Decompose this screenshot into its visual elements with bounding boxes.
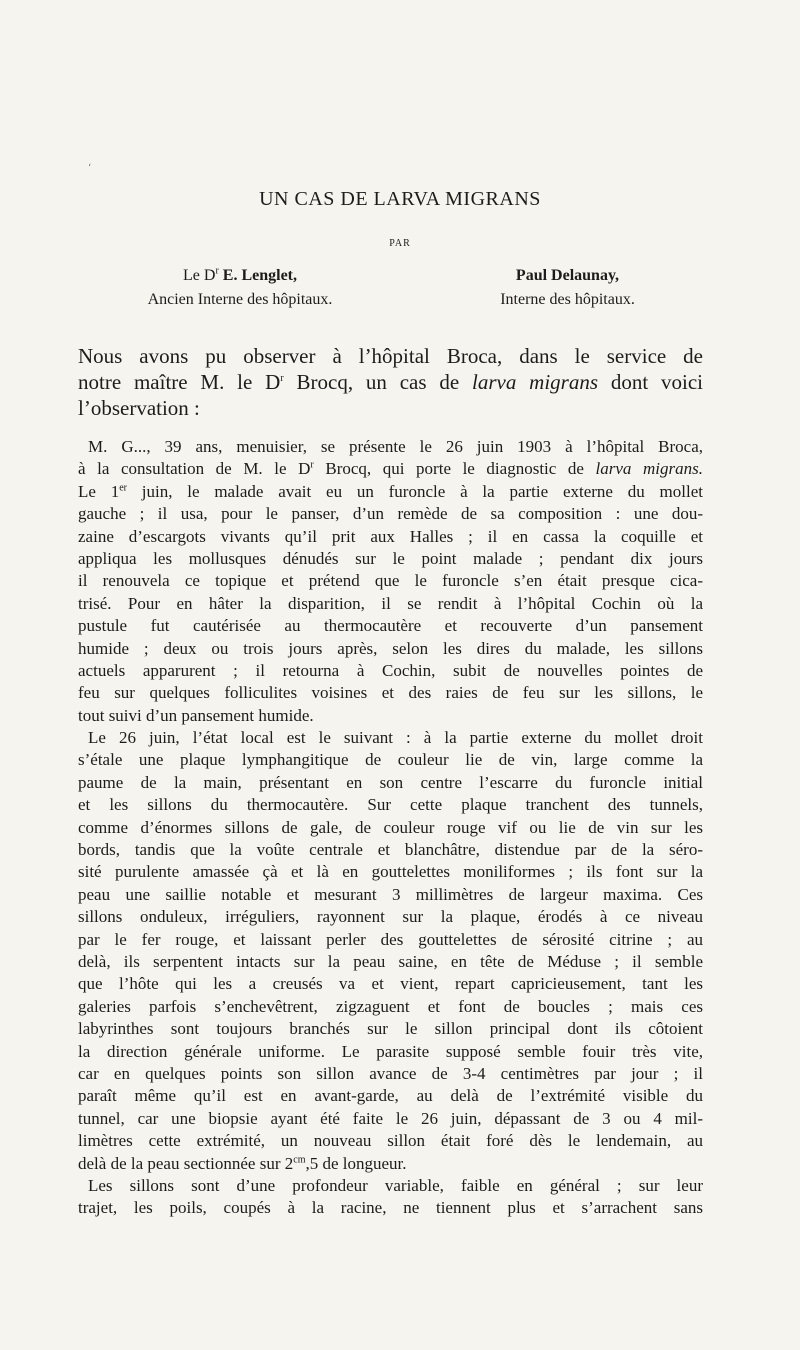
text-line [78,727,703,749]
text-run: il renouvela ce topique et prétend que le furoncle s’en était presque cica- [78,571,703,591]
author-prefix-sup: r [215,265,219,277]
text-line [78,436,703,458]
text-run: cm [293,1153,306,1165]
text-line [78,1108,703,1130]
text-line [78,343,703,369]
text-line [78,1130,703,1152]
text-line [78,1153,703,1175]
text-run: ,5 de longueur. [305,1153,407,1173]
text-line [78,638,703,660]
text-line [78,570,703,592]
text-run: actuels apparurent ; il retourna à Cochin, subit de nouvelles pointes de [78,660,703,680]
author-role: Interne des hôpitaux. [500,291,635,308]
text-run: Brocq, qui porte le diagnostic de [313,459,596,479]
text-run: er [119,482,127,494]
text-line [78,929,703,951]
text-run: gauche ; il usa, pour le panser, d’un remède de sa composition : une dou- [78,504,703,524]
text-run: paraît même qu’il est en avant-garde, au delà de l’extrémité visible du [78,1086,703,1106]
text-line [78,839,703,861]
text-line [78,660,703,682]
text-line [78,951,703,973]
margin-mark: ‘ [88,163,92,174]
author-name: Paul Delaunay, [515,267,620,284]
text-line [78,794,703,816]
text-run: sillons onduleux, irréguliers, rayonnent sur la plaque, érodés à ce niveau [78,907,703,927]
text-run: Brocq, un cas de [283,370,472,394]
text-line [78,369,703,395]
article-title: UN CAS DE LARVA MIGRANS [259,188,541,210]
text-line [78,682,703,704]
text-run: pustule fut cautérisée au thermocautère et recouverte d’un pansement [78,616,703,636]
text-run: paume de la main, présentant en son centre l’escarre du furoncle initial [78,772,703,792]
text-run: s’étale une plaque lymphangitique de couleur lie de vin, large comme la [78,750,703,770]
text-run: labyrinthes sont toujours branchés sur le sillon principal dont ils côtoient [78,1019,703,1039]
text-run: bords, tandis que la voûte centrale et blanchâtre, distendue par de la séro- [78,840,703,860]
text-line [78,458,703,480]
text-run: trajet, les poils, coupés à la racine, ne tiennent plus et s’arrachent sans [78,1198,703,1218]
text-line [78,1175,703,1197]
text-line [78,548,703,570]
text-line [78,503,703,525]
text-line [78,705,703,727]
observation-text [78,436,703,1220]
text-line [78,973,703,995]
text-run: dont voici [598,370,703,394]
byline-par: PAR [389,238,411,249]
text-run: Les sillons sont d’une profondeur variable, faible en général ; sur leur [88,1175,703,1195]
text-run: sité purulente amassée çà et là en gouttelettes moniliformes ; ils font sur la [78,862,703,882]
text-line [78,861,703,883]
text-run: et les sillons du thermocautère. Sur cette plaque tranchent des tunnels, [78,795,703,815]
text-run: à la consultation de M. le D [78,459,311,479]
text-run: peau une saillie notable et mesurant 3 millimètres de largeur maxima. Ces [78,884,703,904]
text-run: appliqua les mollusques dénudés sur le point malade ; pendant dix jours [78,548,703,568]
text-run: Le 1 [78,481,120,501]
text-line [78,1018,703,1040]
text-line [78,817,703,839]
text-line [78,906,703,928]
text-line [78,884,703,906]
author-prefix: Le D [183,267,216,284]
text-run: juin, le malade avait eu un furoncle à la partie externe du mollet [127,481,703,501]
text-run: larva migrans [472,370,598,394]
text-run: tunnel, car une biopsie ayant été faite le 26 juin, dépassant de 3 ou 4 mil- [78,1108,703,1128]
text-run: r [280,373,284,384]
text-run: Nous avons pu observer à l’hôpital Broca, dans le service de [78,344,703,368]
text-run: comme d’énormes sillons de gale, de couleur rouge vif ou lie de vin sur les [78,817,703,837]
text-run: Le 26 juin, l’état local est le suivant : à la partie externe du mollet droit [88,728,703,748]
text-line [78,749,703,771]
text-line [78,481,703,503]
text-line [78,772,703,794]
text-run: par le fer rouge, et laissant perler des gouttelettes de sérosité citrine ; au [78,929,703,949]
text-run: que l’hôte qui les a creusés va et vient, repart capricieusement, tant les [78,974,703,994]
text-run: galeries parfois s’enchevêtrent, zigzaguent et font de boucles ; mais ces [78,996,703,1016]
author-role: Ancien Interne des hôpitaux. [147,291,333,308]
text-line [78,1063,703,1085]
text-run: car en quelques points son sillon avance de 3-4 centimètres par jour ; il [78,1063,703,1083]
text-run: la direction générale uniforme. Le parasite supposé semble fouir très vite, [78,1041,703,1061]
text-run: delà de la peau sectionnée sur 2 [78,1153,294,1173]
text-line [78,1197,703,1219]
text-run: feu sur quelques folliculites voisines et des raies de feu sur les sillons, le [78,683,703,703]
text-run: limètres cette extrémité, un nouveau sillon était foré dès le lendemain, au [78,1131,703,1151]
text-run: larva migrans. [595,459,704,479]
text-run: l’observation : [78,396,200,420]
text-run: delà, ils serpentent intacts sur la peau saine, en tête de Méduse ; il semble [78,951,703,971]
text-run: notre maître M. le D [78,370,281,394]
text-run: trisé. Pour en hâter la disparition, il se rendit à l’hôpital Cochin où la [78,593,703,613]
text-run: humide ; deux ou trois jours après, selon les dires du malade, les sillons [78,638,703,658]
author-name: E. Lenglet, [222,267,297,284]
text-line [78,996,703,1018]
text-run: r [310,459,314,471]
intro-paragraph [78,343,703,421]
text-line [78,615,703,637]
text-line [78,593,703,615]
text-line [78,1085,703,1107]
text-run: tout suivi d’un pansement humide. [78,705,314,725]
author-lenglet [110,264,370,312]
text-run: zaine d’escargots vivants qu’il prit aux Halles ; il en cassa la coquille et [78,526,703,546]
text-run: M. G..., 39 ans, menuisier, se présente le 26 juin 1903 à l’hôpital Broca, [88,437,703,456]
text-line [78,1041,703,1063]
author-delaunay [460,264,675,312]
text-line [78,395,703,421]
text-line [78,526,703,548]
